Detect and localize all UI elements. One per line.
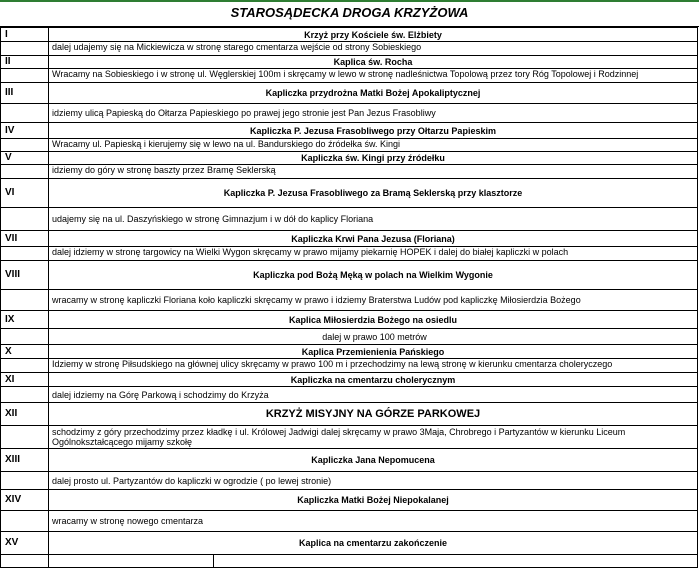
empty-cell[interactable] — [1, 247, 49, 261]
directions-row-1 — [1, 42, 698, 56]
station-row-7 — [1, 231, 698, 247]
directions-row-13 — [1, 472, 698, 490]
directions-row-5 — [1, 165, 698, 179]
station-row-3 — [1, 83, 698, 104]
station-row-12 — [1, 403, 698, 426]
stations-table — [0, 27, 698, 568]
station-name[interactable]: Kapliczka Krwi Pana Jezusa (Floriana) — [49, 231, 698, 247]
station-directions[interactable]: Idziemy w stronę Piłsudskiego na głównej ulicy skręcamy w prawo 100 m i przechodzimy na lewą stronę w kierunku cmentarza choleryczego — [49, 359, 698, 373]
directions-row-14 — [1, 511, 698, 532]
directions-row-3 — [1, 104, 698, 123]
station-directions[interactable]: dalej prosto ul. Partyzantów do kapliczki w ogrodzie ( po lewej stronie) — [49, 472, 698, 490]
station-number[interactable]: X — [1, 345, 49, 359]
directions-row-6 — [1, 208, 698, 231]
empty-cell[interactable] — [214, 555, 698, 568]
empty-cell[interactable] — [1, 104, 49, 123]
empty-cell[interactable] — [1, 165, 49, 179]
station-row-5 — [1, 152, 698, 165]
station-number[interactable]: I — [1, 28, 49, 42]
empty-cell[interactable] — [1, 359, 49, 373]
station-directions[interactable]: dalej udajemy się na Mickiewicza w stronę starego cmentarza wejście od strony Sobieskiego — [49, 42, 698, 56]
station-directions[interactable]: dalej idziemy w stronę targowicy na Wielki Wygon skręcamy w prawo mijamy piekarnię HOPEK i dalej do białej kapliczki w polach — [49, 247, 698, 261]
station-name[interactable]: Kapliczka na cmentarzu cholerycznym — [49, 373, 698, 387]
empty-cell[interactable] — [1, 511, 49, 532]
station-row-13 — [1, 449, 698, 472]
station-number[interactable]: XV — [1, 532, 49, 555]
station-number[interactable]: III — [1, 83, 49, 104]
station-number[interactable]: IV — [1, 123, 49, 139]
station-number[interactable]: VI — [1, 179, 49, 208]
empty-cell[interactable] — [1, 426, 49, 449]
station-row-4 — [1, 123, 698, 139]
station-row-14 — [1, 490, 698, 511]
station-name[interactable]: Kaplica św. Rocha — [49, 56, 698, 69]
station-number[interactable]: V — [1, 152, 49, 165]
directions-row-4 — [1, 139, 698, 152]
station-number[interactable]: VII — [1, 231, 49, 247]
station-row-1 — [1, 28, 698, 42]
station-name[interactable]: Kapliczka P. Jezusa Frasobliwego za Bramą Seklerską przy klasztorze — [49, 179, 698, 208]
station-name[interactable]: Kaplica Miłosierdzia Bożego na osiedlu — [49, 311, 698, 329]
directions-row-15 — [1, 555, 698, 568]
directions-row-9 — [1, 329, 698, 345]
station-directions[interactable]: udajemy się na ul. Daszyńskiego w stronę Gimnazjum i w dół do kaplicy Floriana — [49, 208, 698, 231]
station-row-10 — [1, 345, 698, 359]
directions-row-11 — [1, 387, 698, 403]
station-directions[interactable]: dalej w prawo 100 metrów — [49, 329, 698, 345]
directions-row-8 — [1, 290, 698, 311]
empty-cell[interactable] — [1, 139, 49, 152]
station-name[interactable]: Kapliczka Jana Nepomucena — [49, 449, 698, 472]
empty-cell[interactable] — [1, 290, 49, 311]
station-directions[interactable]: schodzimy z góry przechodzimy przez kładkę i ul. Królowej Jadwigi dalej skręcamy w prawo 3Maja, Chrobrego i Partyzantów w kierunku Liceum Ogólnokształcącego mijamy szkołę — [49, 426, 698, 449]
station-number[interactable]: VIII — [1, 261, 49, 290]
station-directions[interactable]: idziemy do góry w stronę baszty przez Bramę Seklerską — [49, 165, 698, 179]
station-name[interactable]: KRZYŻ MISYJNY NA GÓRZE PARKOWEJ — [49, 403, 698, 426]
station-directions[interactable]: dalej idziemy na Górę Parkową i schodzimy do Krzyża — [49, 387, 698, 403]
empty-cell[interactable] — [49, 555, 214, 568]
station-number[interactable]: XIV — [1, 490, 49, 511]
station-row-2 — [1, 56, 698, 69]
station-number[interactable]: XIII — [1, 449, 49, 472]
station-directions[interactable]: Wracamy ul. Papieską i kierujemy się w lewo na ul. Bandurskiego do źródełka św. Kingi — [49, 139, 698, 152]
empty-cell[interactable] — [1, 42, 49, 56]
empty-cell[interactable] — [1, 329, 49, 345]
empty-cell[interactable] — [1, 69, 49, 83]
station-number[interactable]: II — [1, 56, 49, 69]
empty-cell[interactable] — [1, 387, 49, 403]
empty-cell[interactable] — [1, 208, 49, 231]
directions-row-10 — [1, 359, 698, 373]
station-number[interactable]: XII — [1, 403, 49, 426]
station-name[interactable]: Kapliczka Matki Bożej Niepokalanej — [49, 490, 698, 511]
station-directions[interactable]: wracamy w stronę kapliczki Floriana koło kapliczki skręcamy w prawo i idziemy Braterstwa Ludów pod kapliczkę Miłosierdzia Bożego — [49, 290, 698, 311]
station-directions[interactable]: idziemy ulicą Papieską do Ołtarza Papieskiego po prawej jego stronie jest Pan Jezus Frasobliwy — [49, 104, 698, 123]
station-row-15 — [1, 532, 698, 555]
station-name[interactable]: Krzyż przy Kościele św. Elżbiety — [49, 28, 698, 42]
station-row-6 — [1, 179, 698, 208]
station-name[interactable]: Kaplica Przemienienia Pańskiego — [49, 345, 698, 359]
station-directions[interactable]: Wracamy na Sobieskiego i w stronę ul. Węglerskiej 100m i skręcamy w lewo w stronę nadleśnictwa Topolową przez tory Róg Topolowej i Rodzinnej — [49, 69, 698, 83]
station-row-11 — [1, 373, 698, 387]
empty-cell[interactable] — [1, 472, 49, 490]
station-name[interactable]: Kapliczka P. Jezusa Frasobliwego przy Ołtarzu Papieskim — [49, 123, 698, 139]
station-name[interactable]: Kapliczka św. Kingi przy źródełku — [49, 152, 698, 165]
station-name[interactable]: Kapliczka przydrożna Matki Bożej Apokaliptycznej — [49, 83, 698, 104]
station-name[interactable]: Kapliczka pod Bożą Męką w polach na Wielkim Wygonie — [49, 261, 698, 290]
station-row-8 — [1, 261, 698, 290]
station-row-9 — [1, 311, 698, 329]
page-title: STAROSĄDECKA DROGA KRZYŻOWA — [0, 2, 699, 27]
station-number[interactable]: XI — [1, 373, 49, 387]
directions-row-2 — [1, 69, 698, 83]
station-name[interactable]: Kaplica na cmentarzu zakończenie — [49, 532, 698, 555]
station-directions[interactable]: wracamy w stronę nowego cmentarza — [49, 511, 698, 532]
directions-row-7 — [1, 247, 698, 261]
station-number[interactable]: IX — [1, 311, 49, 329]
empty-cell[interactable] — [1, 555, 49, 568]
directions-row-12 — [1, 426, 698, 449]
